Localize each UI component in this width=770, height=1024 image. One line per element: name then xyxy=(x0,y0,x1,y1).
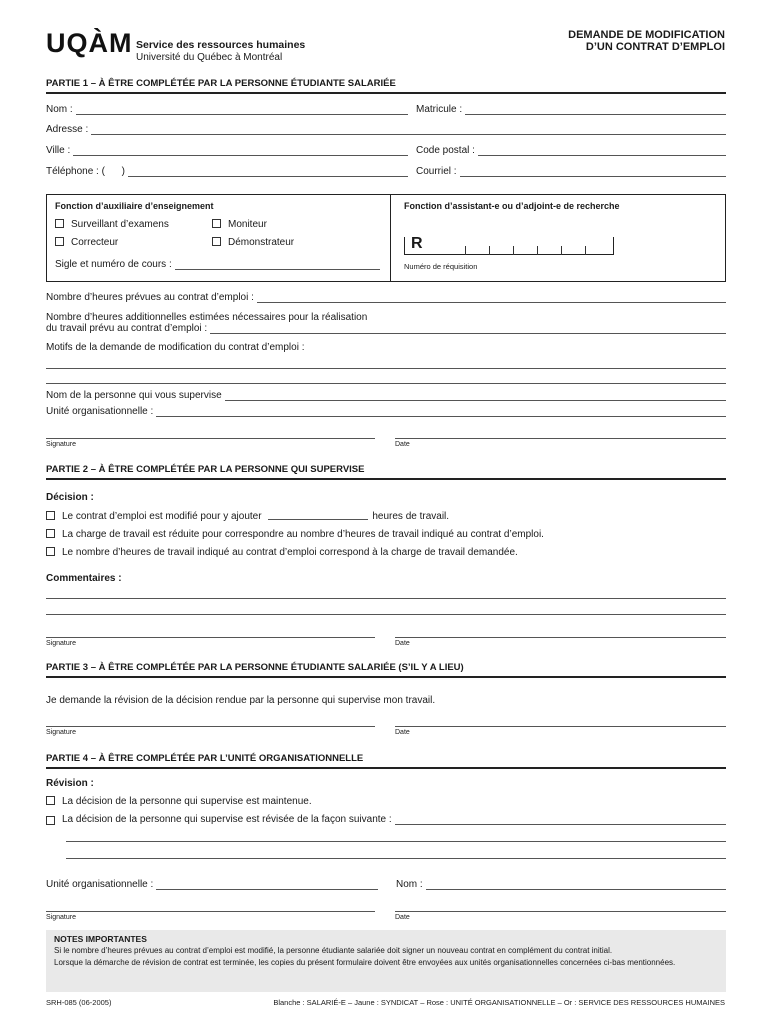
part4-title: PARTIE 4 – À ÊTRE COMPLÉTÉE PAR L’UNITÉ ORGANISATIONNELLE xyxy=(46,753,726,769)
uqam-logo: UQÀM xyxy=(46,28,133,58)
part1-signature-label: Signature xyxy=(46,441,76,448)
part3-signature-line[interactable] xyxy=(46,726,375,727)
revision-label: Révision : xyxy=(46,778,94,789)
checkbox[interactable] xyxy=(46,547,55,556)
sigle-row xyxy=(55,259,380,270)
matricule-field[interactable] xyxy=(465,105,726,115)
part4-nom-label: Nom : xyxy=(396,879,423,890)
revision-line-2[interactable] xyxy=(66,841,726,842)
aux-title: Fonction d’auxiliaire d’enseignement xyxy=(55,201,214,211)
checkbox[interactable] xyxy=(55,219,64,228)
unite-row xyxy=(46,406,726,417)
revision-opt2-label: La décision de la personne qui supervise est révisée de la façon suivante : xyxy=(62,814,392,825)
part4-date-label: Date xyxy=(395,914,410,921)
decision-label: Décision : xyxy=(46,492,94,503)
part2-title: PARTIE 2 – À ÊTRE COMPLÉTÉE PAR LA PERSONNE QUI SUPERVISE xyxy=(46,464,726,480)
nom-field[interactable] xyxy=(76,105,408,115)
code-postal-row xyxy=(416,145,726,156)
commentaires-label: Commentaires : xyxy=(46,573,122,584)
opt-moniteur-label: Moniteur xyxy=(228,219,267,230)
opt-demonstrateur-label: Démonstrateur xyxy=(228,237,295,248)
decision-opt3-label: Le nombre d’heures de travail indiqué au contrat d’emploi correspond à la charge de travail demandée. xyxy=(62,547,518,558)
opt-correcteur[interactable] xyxy=(55,237,118,248)
part4-nom-row xyxy=(396,879,726,890)
motifs-line-2[interactable] xyxy=(46,383,726,384)
decision-opt1[interactable] xyxy=(46,511,449,522)
heures-add-row xyxy=(46,323,726,334)
checkbox[interactable] xyxy=(55,237,64,246)
code-postal-label: Code postal : xyxy=(416,145,475,156)
decision-opt2-label: La charge de travail est réduite pour correspondre au nombre d’heures de travail indiqué au contrat d’emploi. xyxy=(62,529,544,540)
opt-surveillant-label: Surveillant d’examens xyxy=(71,219,169,230)
heures-prevues-label: Nombre d’heures prévues au contrat d’emploi : xyxy=(46,292,254,303)
code-postal-field[interactable] xyxy=(478,146,726,156)
notes-title: NOTES IMPORTANTES xyxy=(54,934,147,944)
requisition-field[interactable] xyxy=(404,237,614,255)
part1-signature-line[interactable] xyxy=(46,438,375,439)
part1-title: PARTIE 1 – À ÊTRE COMPLÉTÉE PAR LA PERSONNE ÉTUDIANTE SALARIÉE xyxy=(46,78,726,94)
ville-row xyxy=(46,145,408,156)
adresse-label: Adresse : xyxy=(46,124,89,135)
part4-unite-field[interactable] xyxy=(156,880,378,890)
decision-opt1-label-b: heures de travail. xyxy=(372,511,450,522)
commentaires-line-2[interactable] xyxy=(46,614,726,615)
service-name: Service des ressources humaines xyxy=(136,39,306,51)
heures-prevues-field[interactable] xyxy=(257,293,726,303)
opt-demonstrateur[interactable] xyxy=(212,237,294,248)
telephone-label: Téléphone : ( ) xyxy=(46,166,125,177)
checkbox[interactable] xyxy=(212,219,221,228)
notes-box xyxy=(46,930,726,992)
part4-unite-row xyxy=(46,879,378,890)
adresse-row xyxy=(46,124,726,135)
requisition-prefix: R xyxy=(411,235,423,252)
requisition-baseline xyxy=(405,254,613,255)
adresse-field[interactable] xyxy=(91,125,726,135)
part4-unite-label: Unité organisationnelle : xyxy=(46,879,154,890)
digit-tick xyxy=(585,246,586,255)
opt-moniteur[interactable] xyxy=(212,219,267,230)
decision-opt2[interactable] xyxy=(46,529,544,540)
heures-prevues-row xyxy=(46,292,726,303)
superviseur-field[interactable] xyxy=(225,391,726,401)
ville-label: Ville : xyxy=(46,145,71,156)
revision-opt2[interactable] xyxy=(46,814,726,825)
digit-tick xyxy=(489,246,490,255)
digit-tick xyxy=(513,246,514,255)
box-divider xyxy=(390,195,391,281)
revision-opt1-label: La décision de la personne qui supervise est maintenue. xyxy=(62,796,312,807)
nom-label: Nom : xyxy=(46,104,73,115)
nom-row xyxy=(46,104,408,115)
motifs-label: Motifs de la demande de modification du contrat d’emploi : xyxy=(46,342,305,353)
checkbox[interactable] xyxy=(46,796,55,805)
decision-opt3[interactable] xyxy=(46,547,518,558)
revision-field[interactable] xyxy=(395,815,726,825)
checkbox[interactable] xyxy=(46,511,55,520)
heures-ajout-field[interactable] xyxy=(268,519,368,520)
document-title-line1: DEMANDE DE MODIFICATION xyxy=(568,29,725,41)
checkbox[interactable] xyxy=(212,237,221,246)
part1-date-line[interactable] xyxy=(395,438,726,439)
heures-add-label-2: du travail prévu au contrat d’emploi : xyxy=(46,323,208,334)
heures-add-label-1: Nombre d’heures additionnelles estimées nécessaires pour la réalisation xyxy=(46,312,368,323)
telephone-field[interactable] xyxy=(128,167,408,177)
decision-opt1-label-a: Le contrat d’emploi est modifié pour y ajouter xyxy=(62,511,262,522)
revision-opt1[interactable] xyxy=(46,796,312,807)
courriel-row xyxy=(416,166,726,177)
notes-paragraph-1: Si le nombre d’heures prévues au contrat d’emploi est modifié, la personne étudiante salariée doit signer un nouveau contrat en complément du contrat initial. xyxy=(54,946,613,955)
function-box xyxy=(46,194,726,282)
assist-title: Fonction d’assistant-e ou d’adjoint-e de recherche xyxy=(404,201,620,211)
part2-signature-line[interactable] xyxy=(46,637,375,638)
digit-tick xyxy=(465,246,466,255)
part3-date-label: Date xyxy=(395,729,410,736)
matricule-label: Matricule : xyxy=(416,104,463,115)
university-name: Université du Québec à Montréal xyxy=(136,52,283,63)
part3-text: Je demande la révision de la décision rendue par la personne qui supervise mon travail. xyxy=(46,695,436,706)
part3-title: PARTIE 3 – À ÊTRE COMPLÉTÉE PAR LA PERSONNE ÉTUDIANTE SALARIÉE (S’IL Y A LIEU) xyxy=(46,662,726,678)
part4-signature-line[interactable] xyxy=(46,911,375,912)
ville-field[interactable] xyxy=(73,146,408,156)
part2-date-line[interactable] xyxy=(395,637,726,638)
heures-add-field[interactable] xyxy=(210,324,726,334)
commentaires-line-1[interactable] xyxy=(46,598,726,599)
part3-signature-label: Signature xyxy=(46,729,76,736)
part3-date-line[interactable] xyxy=(395,726,726,727)
document-title-line2: D’UN CONTRAT D’EMPLOI xyxy=(585,41,725,53)
sigle-label: Sigle et numéro de cours : xyxy=(55,259,172,270)
digit-tick xyxy=(537,246,538,255)
checkbox[interactable] xyxy=(46,816,55,825)
part4-signature-label: Signature xyxy=(46,914,76,921)
digit-tick xyxy=(561,246,562,255)
superviseur-label: Nom de la personne qui vous supervise xyxy=(46,390,222,401)
notes-paragraph-2: Lorsque la démarche de révision de contrat est terminée, les copies du présent formulaire doivent être envoyées aux unités organisationnelles concernées ci-bas mentionnées. xyxy=(54,958,676,967)
superviseur-row xyxy=(46,390,726,401)
part4-nom-field[interactable] xyxy=(426,880,726,890)
document-title xyxy=(568,29,725,53)
opt-surveillant[interactable] xyxy=(55,219,169,230)
courriel-field[interactable] xyxy=(460,167,726,177)
part4-date-line[interactable] xyxy=(395,911,726,912)
opt-correcteur-label: Correcteur xyxy=(71,237,119,248)
copies-distribution: Blanche : SALARIÉ-E – Jaune : SYNDICAT – Rose : UNITÉ ORGANISATIONNELLE – Or : SERVICE DES RESSOURCES HUMAINES xyxy=(273,998,725,1007)
unite-label: Unité organisationnelle : xyxy=(46,406,154,417)
part1-date-label: Date xyxy=(395,441,410,448)
sigle-field[interactable] xyxy=(175,260,380,270)
revision-line-3[interactable] xyxy=(66,858,726,859)
requisition-label: Numéro de réquisition xyxy=(404,262,478,271)
telephone-row xyxy=(46,166,408,177)
courriel-label: Courriel : xyxy=(416,166,457,177)
part2-date-label: Date xyxy=(395,640,410,647)
part2-signature-label: Signature xyxy=(46,640,76,647)
unite-field[interactable] xyxy=(156,407,726,417)
motifs-line-1[interactable] xyxy=(46,368,726,369)
checkbox[interactable] xyxy=(46,529,55,538)
form-code: SRH-085 (06-2005) xyxy=(46,998,112,1007)
matricule-row xyxy=(416,104,726,115)
